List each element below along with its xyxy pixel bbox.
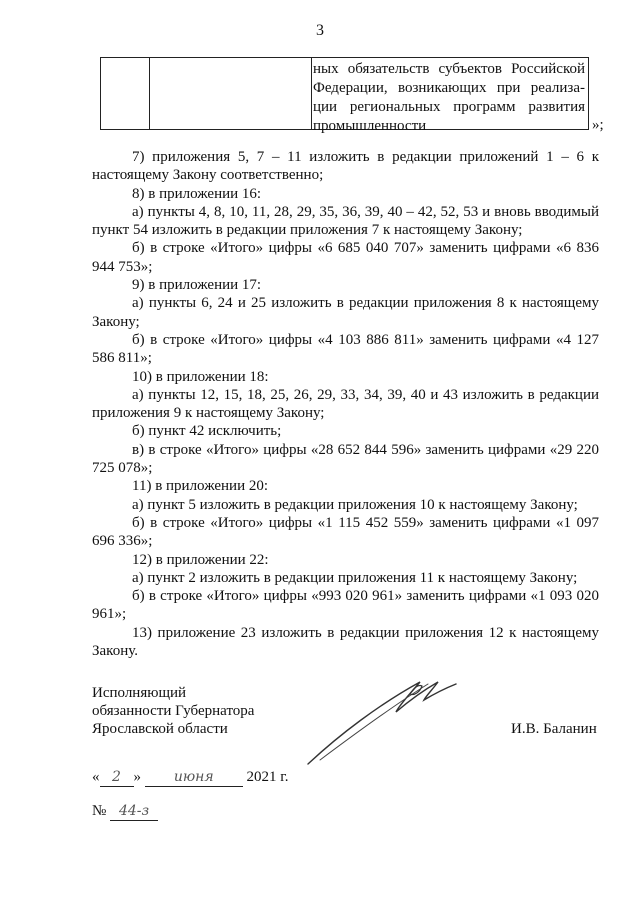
paragraph: а) пункты 6, 24 и 25 изложить в редакции приложения 8 к настоящему Закону; — [92, 295, 599, 330]
amendments-text — [92, 148, 599, 660]
table-cell-text — [313, 60, 585, 136]
date-day: 2 — [100, 768, 134, 787]
law-number — [92, 802, 158, 821]
table-cell-line: промышленности — [313, 118, 427, 134]
table-cell-line: ных обязательств субъектов Российской — [313, 61, 585, 77]
table-cell-line: Федерации, возникающих при реализа- — [313, 80, 585, 96]
table-cell-empty — [149, 58, 312, 129]
paragraph: б) пункт 42 исключить; — [132, 423, 282, 440]
table-cell-line: ции региональных программ развития — [313, 99, 585, 115]
paragraph: 9) в приложении 17: — [132, 277, 262, 294]
paragraph: 7) приложения 5, 7 – 11 изложить в редакции приложений 1 – 6 к настоящему Закону соответственно; — [92, 149, 599, 184]
signatory-title-line: обязанности Губернатора — [92, 703, 255, 719]
paragraph: а) пункты 12, 15, 18, 25, 26, 29, 33, 34, 39, 40 и 43 изложить в редакции приложения 9 к настоящему Закону; — [92, 386, 599, 422]
paragraph: а) пункты 4, 8, 10, 11, 28, 29, 35, 36, 39, 40 – 42, 52, 53 и вновь вводимый пункт 54 изложить в редакции приложения 7 к настоящему Закону; — [92, 203, 599, 239]
paragraph: б) в строке «Итого» цифры «6 685 040 707» заменить цифрами «6 836 944 753»; — [92, 240, 599, 275]
signatory-title-line: Ярославской области — [92, 721, 228, 737]
date-open-quote: « — [92, 769, 100, 785]
date-close-quote: » — [133, 769, 141, 785]
signatory-title-line: Исполняющий — [92, 685, 187, 701]
number-label: № — [92, 803, 107, 819]
paragraph: а) пункт 5 изложить в редакции приложения 10 к настоящему Закону; — [132, 496, 578, 513]
paragraph: в) в строке «Итого» цифры «28 652 844 596» заменить цифрами «29 220 725 078»; — [92, 441, 599, 477]
date-month: июня — [145, 768, 243, 787]
table-cell-number — [101, 58, 150, 129]
signatory-title — [92, 684, 254, 738]
paragraph: 11) в приложении 20: — [132, 478, 269, 495]
signatory-name: И.В. Баланин — [511, 721, 597, 737]
date-year: 2021 г. — [246, 769, 289, 785]
table-close-quote: »; — [592, 117, 604, 133]
number-value: 44-з — [110, 802, 158, 821]
paragraph: б) в строке «Итого» цифры «4 103 886 811» заменить цифрами «4 127 586 811»; — [92, 331, 599, 367]
signing-date — [92, 768, 288, 787]
paragraph: 10) в приложении 18: — [132, 368, 269, 385]
page-number: 3 — [316, 22, 324, 39]
paragraph: б) в строке «Итого» цифры «993 020 961» заменить цифрами «1 093 020 961»; — [92, 588, 599, 623]
handwritten-signature — [300, 664, 460, 774]
paragraph: а) пункт 2 изложить в редакции приложения 11 к настоящему Закону; — [132, 569, 578, 586]
paragraph: 13) приложение 23 изложить в редакции приложения 12 к настоящему Закону. — [92, 624, 599, 660]
paragraph: б) в строке «Итого» цифры «1 115 452 559» заменить цифрами «1 097 696 336»; — [92, 514, 599, 550]
paragraph: 12) в приложении 22: — [132, 551, 269, 568]
paragraph: 8) в приложении 16: — [132, 185, 262, 202]
table-fragment — [100, 57, 589, 134]
